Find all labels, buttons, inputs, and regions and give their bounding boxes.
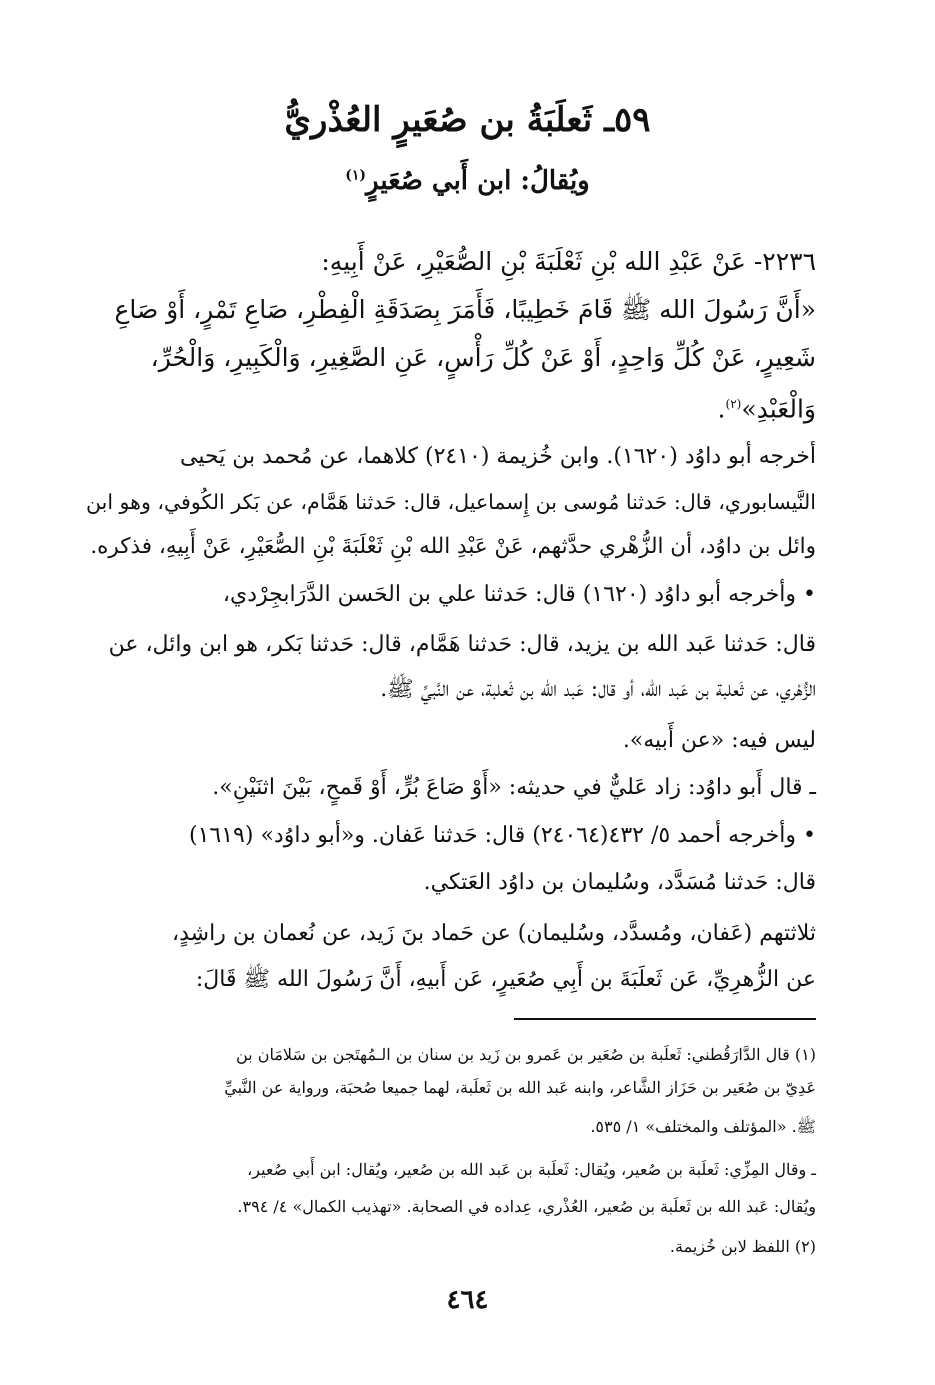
takhrij-line: النَّيسابوري، قال: حَدثنا مُوسى بن إِسماعيل، قال: حَدثنا هَمَّام، عن بَكر الكُوفي، وهو ابن xyxy=(86,490,816,514)
hadith-text-line: شَعِيرٍ، عَنْ كُلِّ وَاحِدٍ، أَوْ عَنْ كُلِّ رَأْسٍ، عَنِ الصَّغِيرِ، وَالْكَبِيرِ، وَالْحُرِّ، xyxy=(150,343,816,372)
takhrij-line: • وأخرجه أحمد ٥/ ٤٣٢(٢٤٠٦٤) قال: حَدثنا عَفان. و«أبو داوُد» (١٦١٩) xyxy=(189,823,816,848)
takhrij-line: • وأخرجه أبو داوُد (١٦٢٠) قال: حَدثنا علي بن الحَسن الدَّرَابجِرْدي، xyxy=(222,582,816,607)
footnote-line: عَدِيّ بن صُعَير بن حَزَاز الشَّاعر، وابنه عَبد الله بن ثَعلَبة، لهما جميعا صُحبَة، ورواية عن النَّبيِّ xyxy=(224,1078,816,1097)
footnote-ref-2: (٢) xyxy=(725,397,742,411)
footnote-divider xyxy=(514,1018,816,1020)
footnote-line: ـ وقال المِزِّي: ثَعلَبة بن صُعير، ويُقال: ثَعلَبة بن عَبد الله بن صُعير، ويُقال: ابن أَبي صُعير، xyxy=(247,1160,816,1179)
footnote-line: (٢) اللفظ لابن خُزيمة. xyxy=(669,1237,816,1256)
footnote-ref-1: (١) xyxy=(345,167,367,184)
chapter-title: ٥٩ـ ثَعلَبَةُ بن صُعَيرٍ العُذْريُّ xyxy=(284,100,651,140)
footnote-line: ويُقال: عَبد الله بن ثَعلَبة بن صُعير، العُذْري، عِداده في الصحابة. «تهذيب الكمال» ٤/ ٣٩٤. xyxy=(237,1197,816,1216)
hadith-end-text: وَالْعَبْدِ» xyxy=(741,394,816,424)
hadith-text-line xyxy=(80,382,816,431)
footnote-line: (١) قال الدَّارَقُطني: ثَعلَبة بن صُعَير بن عَمرو بن زَيد بن سنان بن الـمُهتَجن بن سَلامَان بن xyxy=(236,1045,816,1064)
chapter-subtitle xyxy=(80,166,855,196)
hadith-isnad: ٢٢٣٦- عَنْ عَبْدِ الله بْنِ ثَعْلَبَةَ بْنِ الصُّعَيْرِ، عَنْ أَبِيهِ: xyxy=(321,247,816,276)
takhrij-line: قال: حَدثنا عَبد الله بن يزيد، قال: حَدثنا هَمَّام، قال: حَدثنا بَكر، هو ابن وائل، عن xyxy=(108,632,816,657)
takhrij-line: ثلاثتهم (عَفان، ومُسدَّد، وسُليمان) عن حَماد بنَ زَيد، عن نُعمان بن راشِدٍ، xyxy=(172,921,816,946)
hadith-end-dot: . xyxy=(717,394,726,424)
takhrij-line: ـ قال أَبو داوُد: زاد عَليٌّ في حديثه: «أَوْ صَاعَ بُرٍّ، أَوْ قَمحٍ، بَيْنَ اثنَيْنِ». xyxy=(212,775,816,800)
takhrij-line: عن الزُّهرِيِّ، عَن ثَعلَبَةَ بن أَبِي صُعَيرٍ، عَن أَبيهِ، أَنَّ رَسُولَ الله ﷺ قَالَ: xyxy=(195,967,816,992)
takhrij-line: قال: حَدثنا مُسَدَّد، وسُليمان بن داوُد العَتكي. xyxy=(423,870,816,895)
page-number: ٤٦٤ xyxy=(446,1285,489,1315)
takhrij-line: أخرجه أبو داوُد (١٦٢٠). وابن خُزيمة (٢٤١٠) كلاهما، عن مُحمد بن يَحيى xyxy=(180,444,816,469)
subtitle-text: ويُقالُ: ابن أَبي صُعَيرٍ xyxy=(366,166,590,196)
hadith-text-line: «أَنَّ رَسُولَ الله ﷺ قَامَ خَطِيبًا، فَأَمَرَ بِصَدَقَةِ الْفِطْرِ، صَاعِ تَمْرٍ، أَوْ صَاعِ xyxy=(114,295,816,324)
takhrij-line: ليس فيه: «عن أَبيه». xyxy=(622,728,816,753)
footnote-line: ﷺ. «المؤتلف والمختلف» ١/ ٥٣٥. xyxy=(590,1117,816,1136)
takhrij-line: وائل بن داوُد، أن الزُّهْري حدَّثهم، عَنْ عَبْدِ الله بْنِ ثَعْلَبَةَ بْنِ الصُّعَيْرِ، عَنْ أَبِيهِ، فذكره. xyxy=(90,534,816,559)
takhrij-line: الزُّهْري، عن ثَعلبة بن عَبد الله، أو قال: عَبد الله بن ثَعلبة، عن النَّبيِّ ﷺ. xyxy=(380,677,816,702)
